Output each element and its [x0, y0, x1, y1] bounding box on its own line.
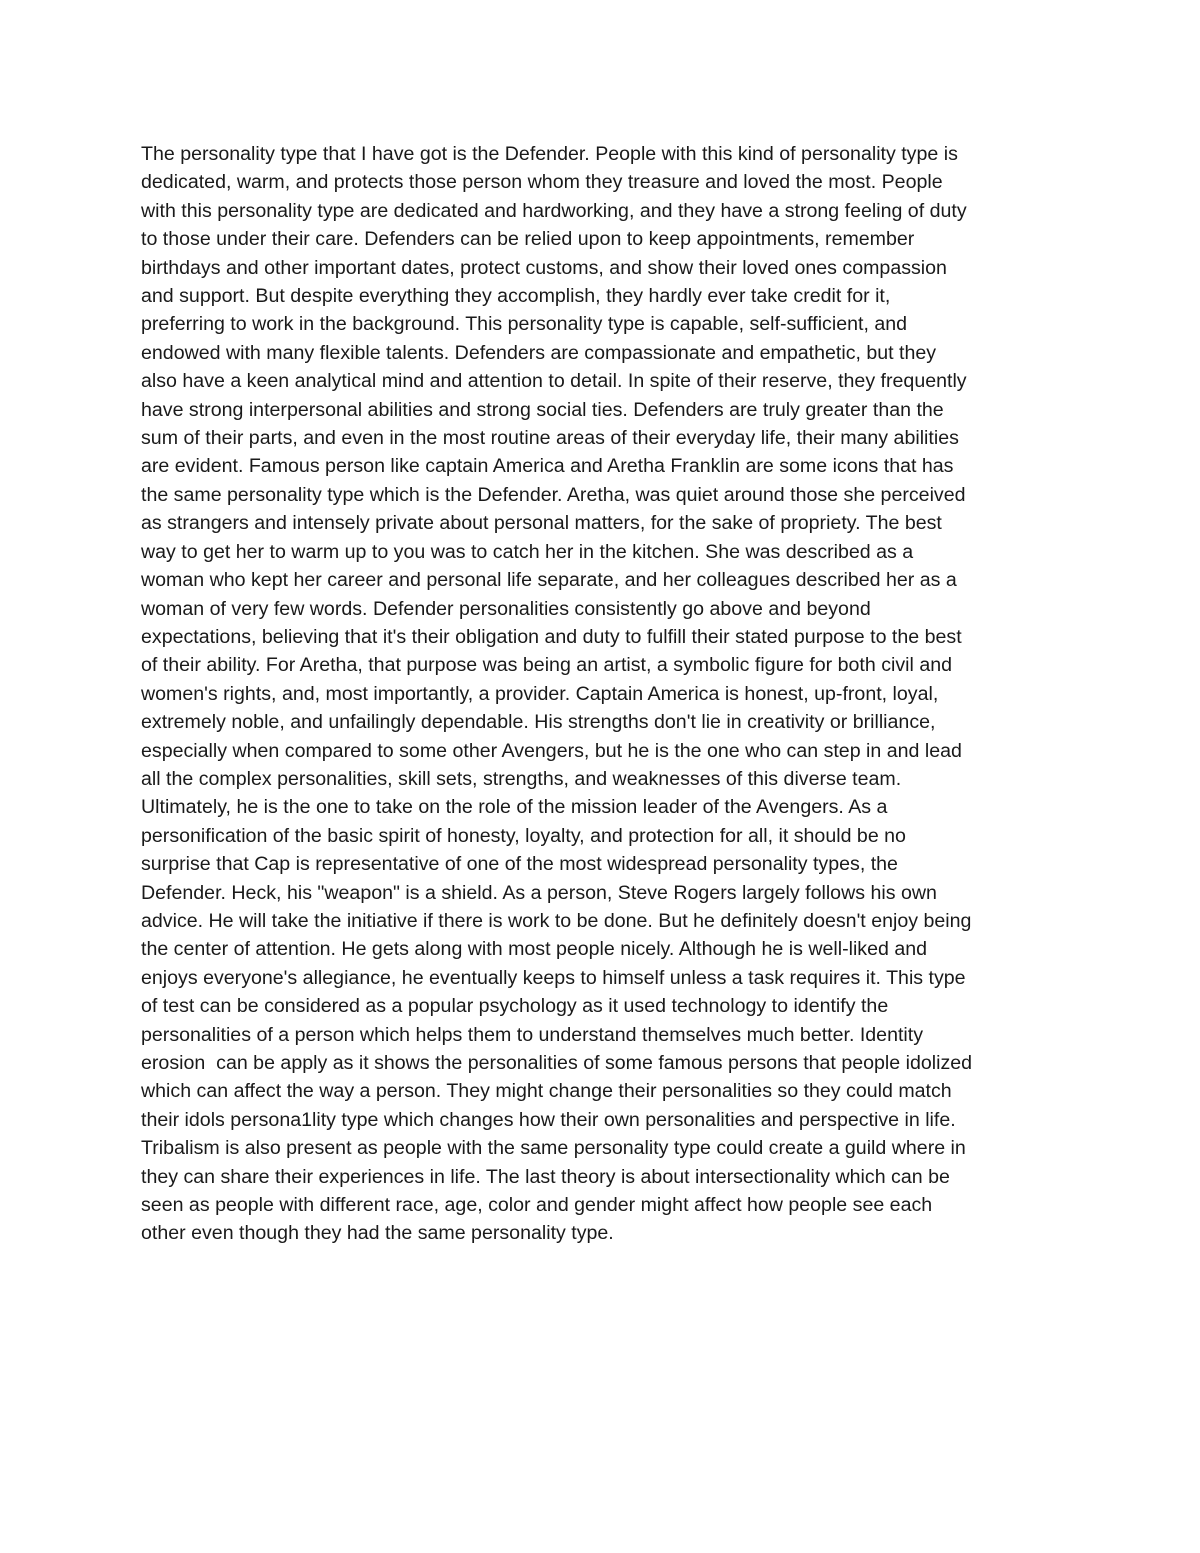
text-line: the same personality type which is the Defender. Aretha, was quiet around those she perceived [141, 483, 966, 506]
text-line: other even though they had the same personality type. [141, 1222, 614, 1245]
text-line: are evident. Famous person like captain America and Aretha Franklin are some icons that has [141, 455, 954, 478]
text-line: they can share their experiences in life. The last theory is about intersectionality which can be [141, 1165, 950, 1188]
text-line: The personality type that I have got is the Defender. People with this kind of personality type is [141, 143, 958, 165]
text-line: have strong interpersonal abilities and strong social ties. Defenders are truly greater than the [141, 398, 944, 421]
text-line: endowed with many flexible talents. Defenders are compassionate and empathetic, but they [141, 341, 937, 364]
text-line: dedicated, warm, and protects those person whom they treasure and loved the most. People [141, 171, 943, 194]
text-line: Ultimately, he is the one to take on the role of the mission leader of the Avengers. As a [141, 796, 888, 819]
text-line: birthdays and other important dates, protect customs, and show their loved ones compassion [141, 256, 947, 279]
text-line: and support. But despite everything they accomplish, they hardly ever take credit for it, [141, 285, 891, 308]
text-line: Tribalism is also present as people with the same personality type could create a guild where in [141, 1137, 966, 1160]
text-line: to those under their care. Defenders can be relied upon to keep appointments, remember [141, 228, 915, 251]
text-line: of their ability. For Aretha, that purpose was being an artist, a symbolic figure for both civil and [141, 654, 953, 677]
text-line: especially when compared to some other Avengers, but he is the one who can step in and lead [141, 739, 962, 762]
text-line: of test can be considered as a popular psychology as it used technology to identify the [141, 995, 889, 1018]
text-line: seen as people with different race, age, color and gender might affect how people see each [141, 1194, 933, 1217]
text-line: also have a keen analytical mind and attention to detail. In spite of their reserve, they frequently [141, 370, 967, 393]
text-line: expectations, believing that it's their obligation and duty to fulfill their stated purpose to the best [141, 625, 962, 648]
text-line: with this personality type are dedicated and hardworking, and they have a strong feeling of duty [141, 199, 967, 222]
text-line: sum of their parts, and even in the most routine areas of their everyday life, their many abilities [141, 427, 959, 450]
text-line: extremely noble, and unfailingly dependable. His strengths don't lie in creativity or brilliance, [141, 711, 936, 734]
text-line: which can affect the way a person. They might change their personalities so they could match [141, 1080, 952, 1103]
text-line: the center of attention. He gets along with most people nicely. Although he is well-liked and [141, 938, 928, 961]
text-line: women's rights, and, most importantly, a provider. Captain America is honest, up-front, loyal, [141, 682, 939, 705]
text-line: personalities of a person which helps them to understand themselves much better. Identity [141, 1023, 924, 1046]
text-line: advice. He will take the initiative if there is work to be done. But he definitely doesn't enjoy being [141, 909, 972, 932]
text-line: all the complex personalities, skill sets, strengths, and weaknesses of this diverse team. [141, 767, 902, 790]
text-line: surprise that Cap is representative of one of the most widespread personality types, the [141, 853, 898, 876]
text-line: woman who kept her career and personal life separate, and her colleagues described her as a [141, 569, 957, 592]
text-line: enjoys everyone's allegiance, he eventually keeps to himself unless a task requires it. This type [141, 966, 966, 989]
text-line: preferring to work in the background. This personality type is capable, self-sufficient, and [141, 313, 908, 336]
text-line: Defender. Heck, his "weapon" is a shield. As a person, Steve Rogers largely follows his own [141, 881, 937, 904]
text-line: as strangers and intensely private about personal matters, for the sake of propriety. The best [141, 512, 942, 535]
text-line: woman of very few words. Defender personalities consistently go above and beyond [141, 597, 871, 620]
text-line: personification of the basic spirit of honesty, loyalty, and protection for all, it should be no [141, 824, 906, 847]
text-line: erosion can be apply as it shows the personalities of some famous persons that people idolized [141, 1052, 973, 1074]
essay-paragraph [141, 140, 1141, 1248]
text-line: way to get her to warm up to you was to catch her in the kitchen. She was described as a [141, 540, 914, 563]
text-line: their idols persona1lity type which changes how their own personalities and perspective in life. [141, 1108, 956, 1131]
